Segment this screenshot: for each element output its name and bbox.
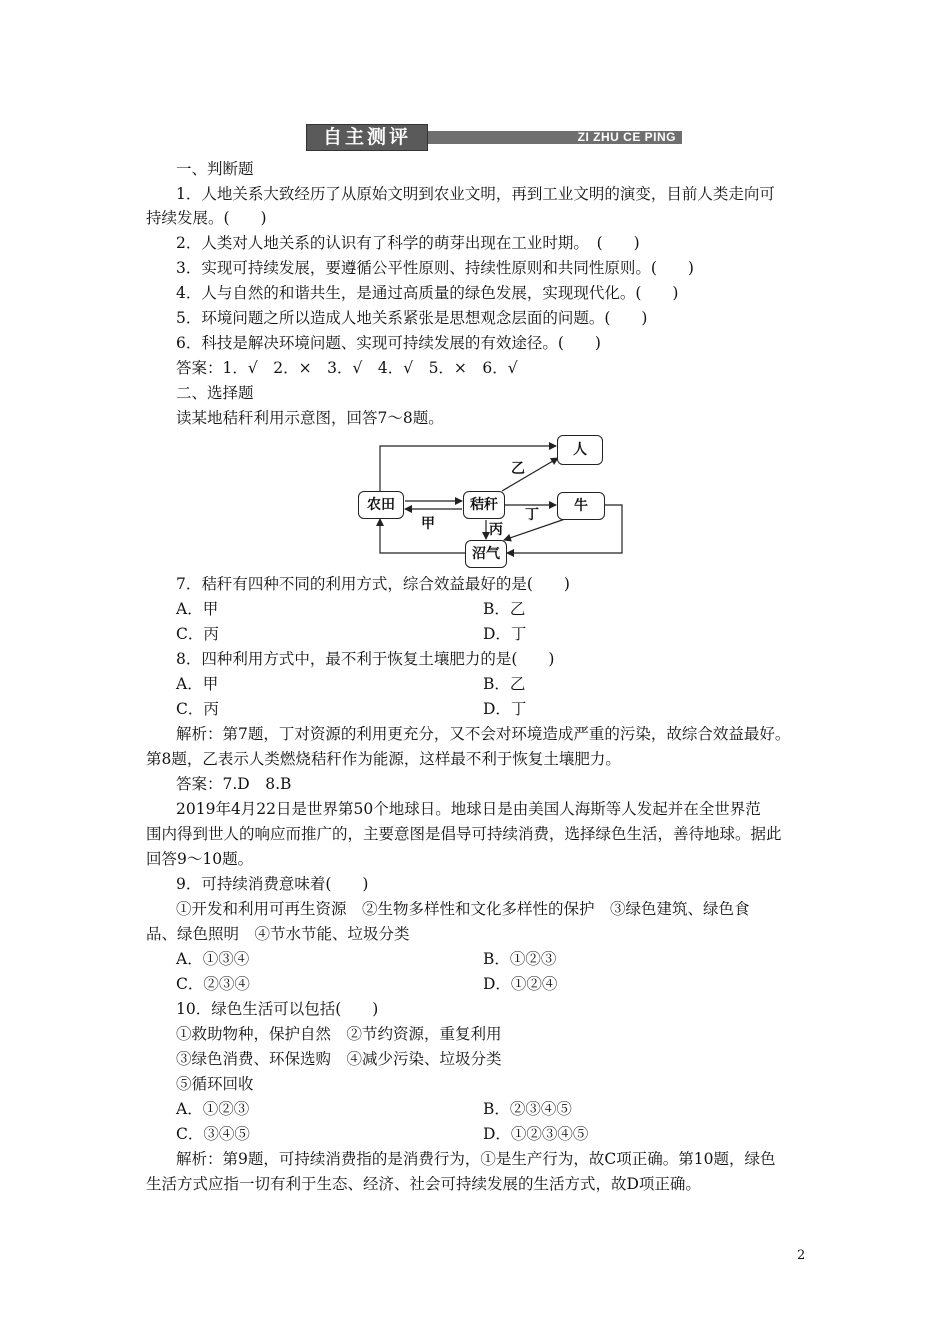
q7-option-c: C．丙 [176, 625, 219, 643]
node-biogas: 沼气 [465, 540, 507, 568]
q9-items-line2: 品、绿色照明 ④节水节能、垃圾分类 [146, 925, 410, 943]
intro-9-10-line1: 2019年4月22日是世界第50个地球日。地球日是由美国人海斯等人发起并在全世界范 [176, 800, 761, 818]
banner-pinyin: ZI ZHU CE PING [577, 130, 676, 144]
q9-option-b: B．①②③ [483, 950, 557, 968]
node-cow: 牛 [557, 492, 605, 520]
q10-option-a: A．①②③ [176, 1100, 250, 1118]
label-yi: 乙 [511, 461, 525, 477]
q9-option-d: D．①②④ [483, 975, 558, 993]
q9-items-line1: ①开发和利用可再生资源 ②生物多样性和文化多样性的保护 ③绿色建筑、绿色食 [176, 900, 750, 918]
answer-7-8: 答案：7.D 8.B [176, 775, 292, 793]
explanation-9-10-line1: 解析：第9题，可持续消费指的是消费行为，①是生产行为，故C项正确。第10题，绿色 [176, 1150, 776, 1168]
arrow-field-to-person [380, 446, 556, 491]
q1-line1: 1．人地关系大致经历了从原始文明到农业文明，再到工业文明的演变，目前人类走向可 [176, 185, 775, 203]
straw-usage-diagram [356, 431, 626, 571]
q4: 4．人与自然的和谐共生，是通过高质量的绿色发展，实现现代化。( ) [176, 284, 679, 302]
q1-line2: 持续发展。( ) [146, 209, 267, 227]
intro-9-10-line3: 回答9～10题。 [146, 850, 254, 868]
q10-option-c: C．③④⑤ [176, 1125, 250, 1143]
q10: 10．绿色生活可以包括( ) [176, 1000, 379, 1018]
node-straw: 秸秆 [463, 491, 505, 519]
node-person: 人 [557, 435, 603, 465]
q3: 3．实现可持续发展，要遵循公平性原则、持续性原则和共同性原则。( ) [176, 259, 694, 277]
q10-items-line3: ⑤循环回收 [176, 1075, 254, 1093]
q10-items-line2: ③绿色消费、环保选购 ④减少污染、垃圾分类 [176, 1050, 502, 1068]
q8: 8．四种利用方式中，最不利于恢复土壤肥力的是( ) [176, 650, 555, 668]
label-bing: 丙 [489, 522, 503, 538]
q7-option-b: B．乙 [483, 600, 526, 618]
explanation-7-8-line1: 解析：第7题，丁对资源的利用更充分，又不会对环境造成严重的污染，故综合效益最好。 [176, 725, 791, 743]
q8-option-a: A．甲 [176, 675, 219, 693]
intro-7-8: 读某地秸秆利用示意图，回答7～8题。 [176, 409, 444, 427]
q10-option-b: B．②③④⑤ [483, 1100, 572, 1118]
section2-heading: 二、选择题 [176, 384, 254, 402]
banner-title: 自主测评 [306, 124, 428, 151]
answer-1-6: 答案：1．√ 2．× 3．√ 4．√ 5．× 6．√ [176, 359, 518, 377]
q8-option-b: B．乙 [483, 675, 526, 693]
q2: 2．人类对人地关系的认识有了科学的萌芽出现在工业时期。 ( ) [176, 234, 640, 252]
section-banner [306, 124, 682, 151]
q9-option-a: A．①③④ [176, 950, 250, 968]
label-ding: 丁 [525, 507, 539, 523]
q9: 9．可持续消费意味着( ) [176, 875, 369, 893]
q10-option-d: D．①②③④⑤ [483, 1125, 589, 1143]
label-jia: 甲 [421, 516, 435, 532]
q7-option-a: A．甲 [176, 600, 219, 618]
q8-option-c: C．丙 [176, 700, 219, 718]
intro-9-10-line2: 围内得到世人的响应而推广的，主要意图是倡导可持续消费，选择绿色生活，善待地球。据此 [146, 825, 782, 843]
q6: 6．科技是解决环境问题、实现可持续发展的有效途径。( ) [176, 334, 601, 352]
section1-heading: 一、判断题 [176, 160, 254, 178]
q8-option-d: D．丁 [483, 700, 527, 718]
q5: 5．环境问题之所以造成人地关系紧张是思想观念层面的问题。( ) [176, 309, 648, 327]
node-field: 农田 [358, 491, 404, 519]
q9-option-c: C．②③④ [176, 975, 250, 993]
page-number: 2 [797, 1248, 806, 1263]
q10-items-line1: ①救助物种，保护自然 ②节约资源，重复利用 [176, 1025, 502, 1043]
q7-option-d: D．丁 [483, 625, 527, 643]
explanation-7-8-line2: 第8题，乙表示人类燃烧秸秆作为能源，这样最不利于恢复土壤肥力。 [146, 750, 621, 768]
q7: 7．秸秆有四种不同的利用方式，综合效益最好的是( ) [176, 575, 570, 593]
explanation-9-10-line2: 生活方式应指一切有利于生态、经济、社会可持续发展的生活方式，故D项正确。 [146, 1175, 701, 1193]
